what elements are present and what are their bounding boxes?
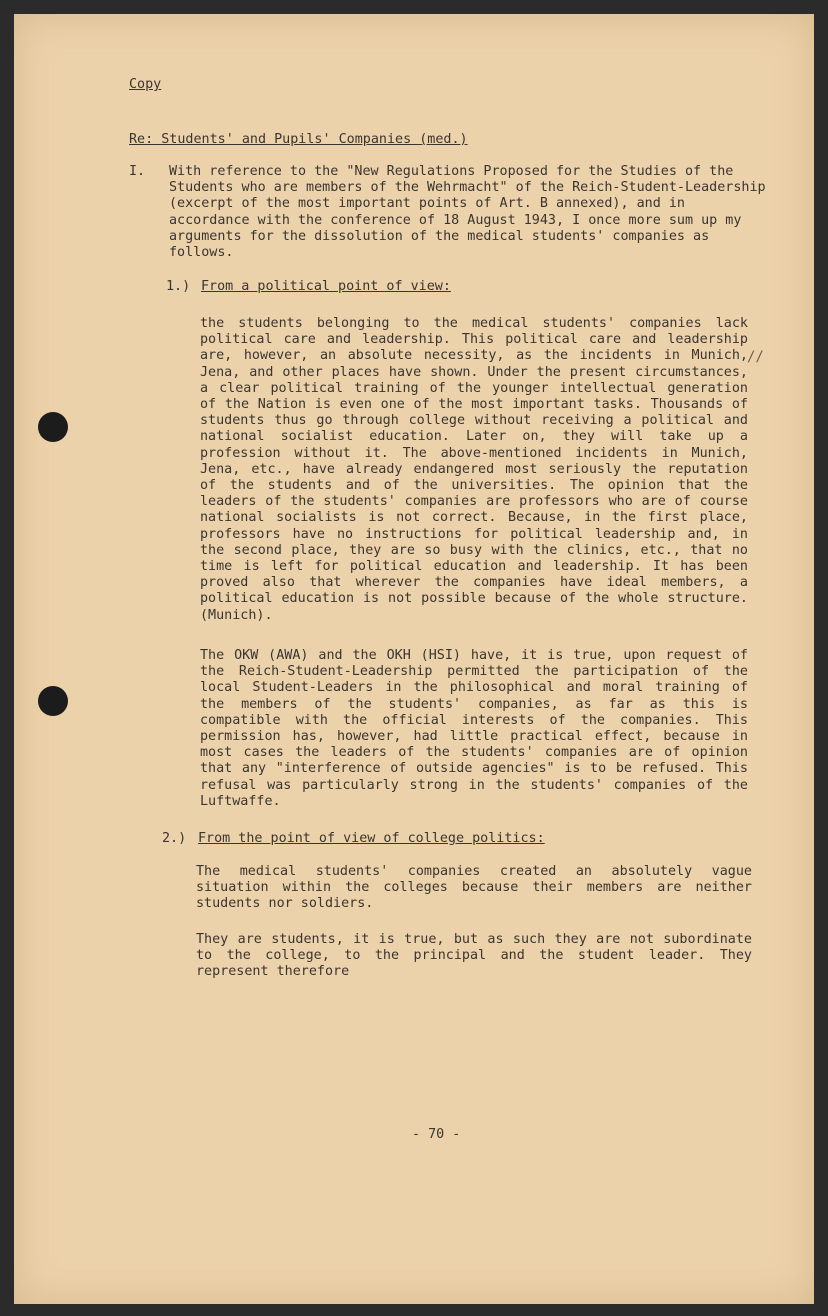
- point-1-paragraph-1: the students belonging to the medical students' companies lack political care and leadership. This political care and leadership are, however, an absolute necessity, as the incidents in Munich, Jena, and other places have shown. Under the present circumstances, a clear political training of the younger intellectual generation of the Nation is even one of the most important tasks. Thousands of students thus go through college without receiving a political and national socialist education. Later on, they will take up a profession without it. The above-mentioned incidents in Munich, Jena, etc., have already endangered most seriously the reputation of the students and of the universities. The opinion that the leaders of the students' companies are professors who are of course national socialists is not correct. Because, in the first place, professors have no instructions for political leadership and, in the second place, they are so busy with the clinics, etc., that no time is left for political education and leadership. It has been proved also that wherever the companies have ideal members, a political education is not possible because of the whole structure. (Munich).: [200, 316, 748, 623]
- point-1-number: 1.): [166, 279, 191, 294]
- point-2-paragraph-2: They are students, it is true, but as such they are not subordinate to the college, to the principal and the student leader. They represent therefore: [196, 932, 752, 980]
- page-number: - 70 -: [412, 1127, 461, 1142]
- copy-label: Copy: [129, 77, 162, 92]
- point-1-paragraph-2: The OKW (AWA) and the OKH (HSI) have, it is true, upon request of the Reich-Student-Leadership permitted the participation of the local Student-Leaders in the philosophical and moral training of the members of the students' companies, as far as this is compatible with the official interests of the companies. This permission has, however, had little practical effect, because in most cases the leaders of the students' companies are of opinion that any "interference of outside agencies" is to be refused. This refusal was particularly strong in the students' companies of the Luftwaffe.: [200, 648, 748, 809]
- document-body: [14, 14, 814, 1304]
- point-2-number: 2.): [162, 831, 187, 846]
- point-2-paragraph-1: The medical students' companies created an absolutely vague situation within the colleges because their members are neither students nor soldiers.: [196, 864, 752, 912]
- section-numeral: I.: [129, 164, 146, 179]
- point-1-title: From a political point of view:: [201, 279, 451, 294]
- marginal-note: //: [747, 349, 764, 365]
- point-2-title: From the point of view of college politics:: [198, 831, 545, 846]
- document-page: [14, 14, 814, 1304]
- subject-line: Re: Students' and Pupils' Companies (med.): [129, 132, 468, 147]
- intro-paragraph: With reference to the "New Regulations Proposed for the Studies of the Students who are members of the Wehrmacht" of the Reich-Student-Leadership (excerpt of the most important points of Art. B annexed), and in accordance with the conference of 18 August 1943, I once more sum up my arguments for the dissolution of the medical students' companies as follows.: [169, 164, 766, 261]
